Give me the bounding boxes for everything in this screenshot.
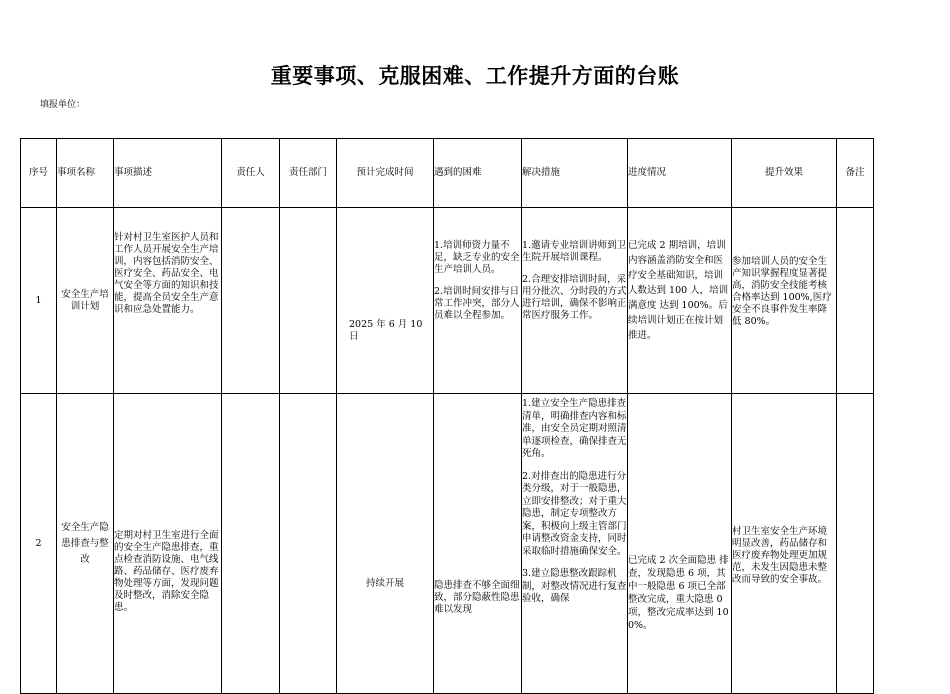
row-dept xyxy=(280,208,337,394)
table-row xyxy=(21,394,874,694)
header-owner: 责任人 xyxy=(222,139,280,208)
row-description: 定期对村卫生室进行全面的安全生产隐患排查，重点检查消防设施、电气线路、药品储存、医疗废弃物处理等方面，发现问题及时整改，消除安全隐患。 xyxy=(114,394,222,694)
row-name: 安全生产培训计划 xyxy=(57,208,114,394)
row-progress: 已完成 2 期培训，培训内容涵盖消防安全和医疗安全基础知识，培训人数达到 100 人，培训满意度 达到 100%。后续培训计划正在按计划推进。 xyxy=(628,208,732,394)
header-description: 事项描述 xyxy=(114,139,222,208)
measure-item: 2.对排查出的隐患进行分类分级，对于一般隐患，立即安排整改；对于重大隐患，制定专项整改方案，积极向上级主管部门申请整改资金支持，同时采取临时措施确保安全。 xyxy=(522,470,627,557)
row-progress: 已完成 2 次全面隐患 排查，发现隐患 6 项，其中一般隐患 6 项已全部整改完成，重大隐患 0 项，整改完成率达到 100%。 xyxy=(628,394,732,694)
difficulty-item: 2.培训时间安排与日常工作冲突，部分人员难以全程参加。 xyxy=(434,286,520,321)
row-no: 2 xyxy=(21,394,57,694)
row-difficulty xyxy=(434,208,522,394)
measure-item: 1.邀请专业培训讲师到卫生院开展培训课程。 xyxy=(522,240,627,263)
fill-unit-label: 填报单位： xyxy=(40,100,86,110)
header-row xyxy=(21,139,874,208)
row-deadline: 持续开展 xyxy=(337,394,434,694)
page-title: 重要事项、克服困难、工作提升方面的台账 xyxy=(270,63,680,88)
row-measures xyxy=(522,208,628,394)
row-effect: 村卫生室安全生产环境明显改善，药品储存和医疗废弃物处理更加规范，未发生因隐患未整改而导致的安全事故。 xyxy=(732,394,837,694)
row-difficulty xyxy=(434,394,522,694)
row-name: 安全生产隐患排查与整改 xyxy=(57,394,114,694)
header-progress: 进度情况 xyxy=(628,139,732,208)
difficulty-item: 1.培训师资力量不足，缺乏专业的安全生产培训人员。 xyxy=(434,240,520,275)
measure-item: 3.建立隐患整改跟踪机制，对整改情况进行复查验收，确保 xyxy=(522,568,627,604)
header-name: 事项名称 xyxy=(57,139,114,208)
measure-item: 1.建立安全生产隐患排查清单，明确排查内容和标准，由安全员定期对照清单逐项检查，确保排查无死角。 xyxy=(522,398,627,459)
header-effect: 提升效果 xyxy=(732,139,837,208)
header-dept: 责任部门 xyxy=(280,139,337,208)
row-effect: 参加培训人员的安全生产知识掌握程度显著提高，消防安全技能考核合格率达到 100%,医疗安全不良事件发生率降低 80%。 xyxy=(732,208,837,394)
row-owner xyxy=(222,208,280,394)
row-dept xyxy=(280,394,337,694)
row-remark xyxy=(837,394,874,694)
header-measures: 解决措施 xyxy=(522,139,628,208)
measure-item: 2.合理安排培训时间，采用分批次、分时段的方式进行培训，确保不影响正常医疗服务工作。 xyxy=(522,274,627,321)
header-no: 序号 xyxy=(21,139,57,208)
row-no: 1 xyxy=(21,208,57,394)
difficulty-item: 隐患排查不够全面细致，部分隐蔽性隐患难以发现 xyxy=(434,580,520,615)
row-remark xyxy=(837,208,874,394)
header-difficulty: 遇到的困难 xyxy=(434,139,522,208)
row-deadline: 2025 年 6 月 10 日 xyxy=(337,208,434,394)
table-row xyxy=(21,208,874,394)
header-remark: 备注 xyxy=(837,139,874,208)
row-owner xyxy=(222,394,280,694)
header-deadline: 预计完成时间 xyxy=(337,139,434,208)
row-measures xyxy=(522,394,628,694)
row-description: 针对村卫生室医护人员和工作人员开展安全生产培训，内容包括消防安全、医疗安全、药品安全、电气安全等方面的知识和技能，提高全员安全生产意识和应急处置能力。 xyxy=(114,208,222,394)
ledger-table xyxy=(20,138,874,694)
